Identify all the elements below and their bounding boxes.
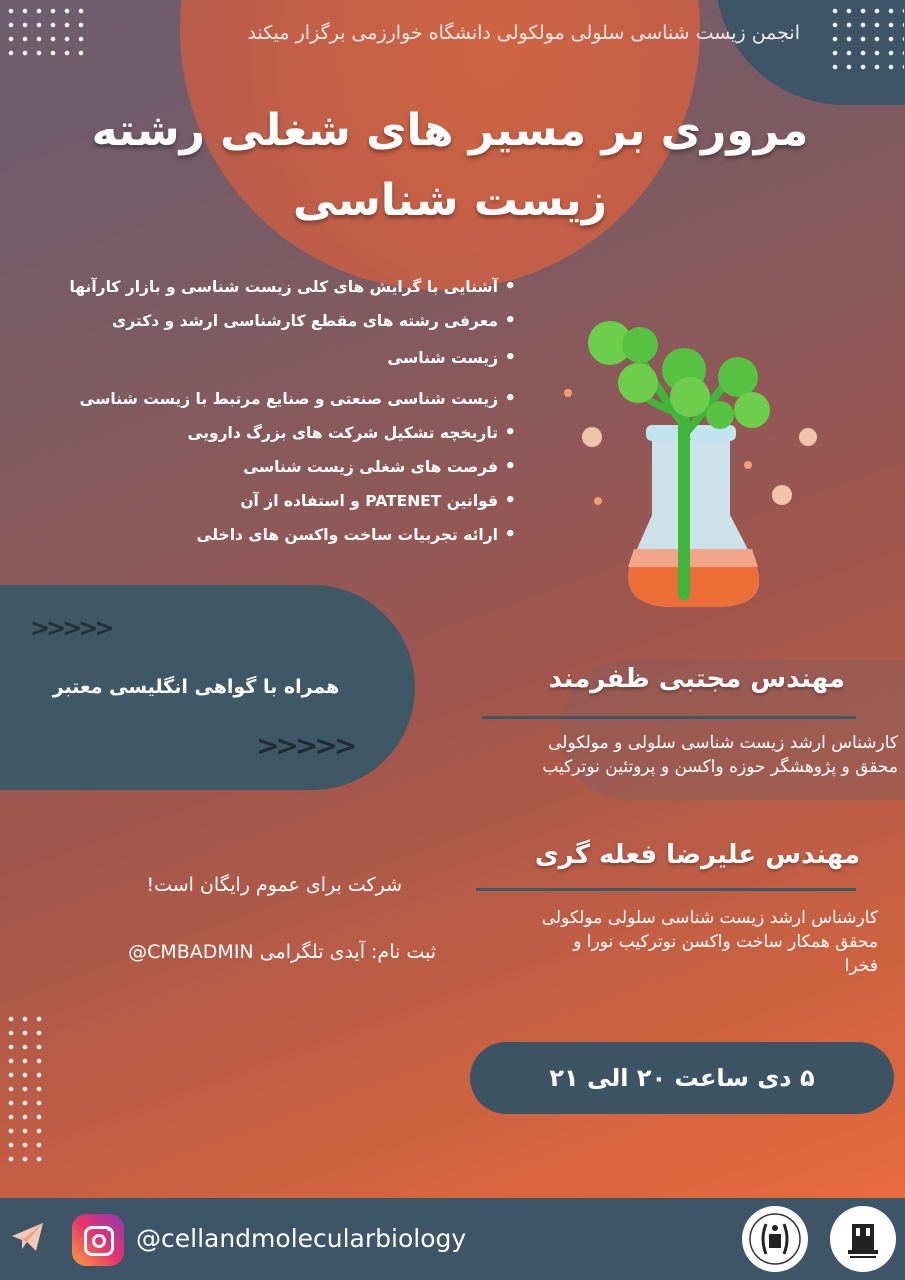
topic-item: • زیست شناسی صنعتی و صنایع مرتبط با زیست شناسی xyxy=(20,388,520,410)
title-line-2: زیست شناسی xyxy=(292,175,608,226)
topics-list xyxy=(20,276,520,558)
speaker-2-name: مهندس علیرضا فعله گری xyxy=(534,840,860,870)
instagram-handle-link[interactable]: @cellandmolecularbiology xyxy=(136,1224,467,1253)
kharazmi-university-logo xyxy=(830,1206,896,1272)
speaker-1-name: مهندس مجتبی ظفرمند xyxy=(548,664,845,694)
title-line-1: مروری بر مسیر های شغلی رشته xyxy=(91,105,809,156)
arrows-decoration-bottom: >>>>> xyxy=(256,729,354,762)
arrows-decoration-top: >>>>> xyxy=(30,614,111,642)
speaker-2-desc-line-3: فخرا xyxy=(844,956,878,976)
speaker-1-desc-line-1: کارشناس ارشد زیست شناسی سلولی و مولکولی xyxy=(548,733,898,753)
free-attendance-text: شرکت برای عموم رایگان است! xyxy=(146,874,402,896)
event-time-badge: ۵ دی ساعت ۲۰ الی ۲۱ xyxy=(470,1042,894,1114)
topic-item: • ارائه تجربیات ساخت واکسن های داخلی xyxy=(20,524,520,546)
association-logo xyxy=(742,1206,808,1272)
speaker-2-desc-line-2: محقق همکار ساخت واکسن نوترکیب نورا و xyxy=(573,932,878,952)
topic-item: • معرفی رشته های مقطع کارشناسی ارشد و دکتری xyxy=(20,310,520,332)
telegram-icon[interactable] xyxy=(10,1219,46,1255)
topic-item-continuation xyxy=(20,340,520,376)
speaker-1-divider xyxy=(482,716,856,719)
instagram-icon[interactable] xyxy=(72,1214,124,1266)
certificate-text: همراه با گواهی انگلیسی معتبر xyxy=(52,676,340,698)
speaker-1-description xyxy=(420,731,898,779)
dot-pattern-bottom-left xyxy=(4,1012,44,1162)
topic-continuation-text: زیست شناسی xyxy=(387,349,498,367)
flask-plant-illustration xyxy=(560,315,820,625)
topic-item: • آشنایی با گرایش های کلی زیست شناسی و بازار کارآنها xyxy=(20,276,520,298)
organizer-line: انجمن زیست شناسی سلولی مولکولی دانشگاه خوارزمی برگزار میکند xyxy=(247,22,800,44)
speaker-1-desc-line-2: محقق و پژوهشگر حوزه واکسن و پروتئین نوترکیب xyxy=(542,757,898,777)
dot-pattern-top-left xyxy=(4,4,90,56)
topic-item: • قوانین PATENET و استفاده از آن xyxy=(20,490,520,512)
speaker-2-divider xyxy=(476,888,856,891)
page-title xyxy=(60,96,840,236)
speaker-2-desc-line-1: کارشناس ارشد زیست شناسی سلولی مولکولی xyxy=(541,908,878,928)
topic-item: • فرصت های شغلی زیست شناسی xyxy=(20,456,520,478)
topic-item: • تاریخچه تشکیل شرکت های بزرگ دارویی xyxy=(20,422,520,444)
speaker-2-description xyxy=(420,906,878,978)
telegram-registration-text: ثبت نام: آیدی تلگرامی CMBADMIN@ xyxy=(128,941,436,963)
dot-pattern-top-right xyxy=(828,4,904,72)
